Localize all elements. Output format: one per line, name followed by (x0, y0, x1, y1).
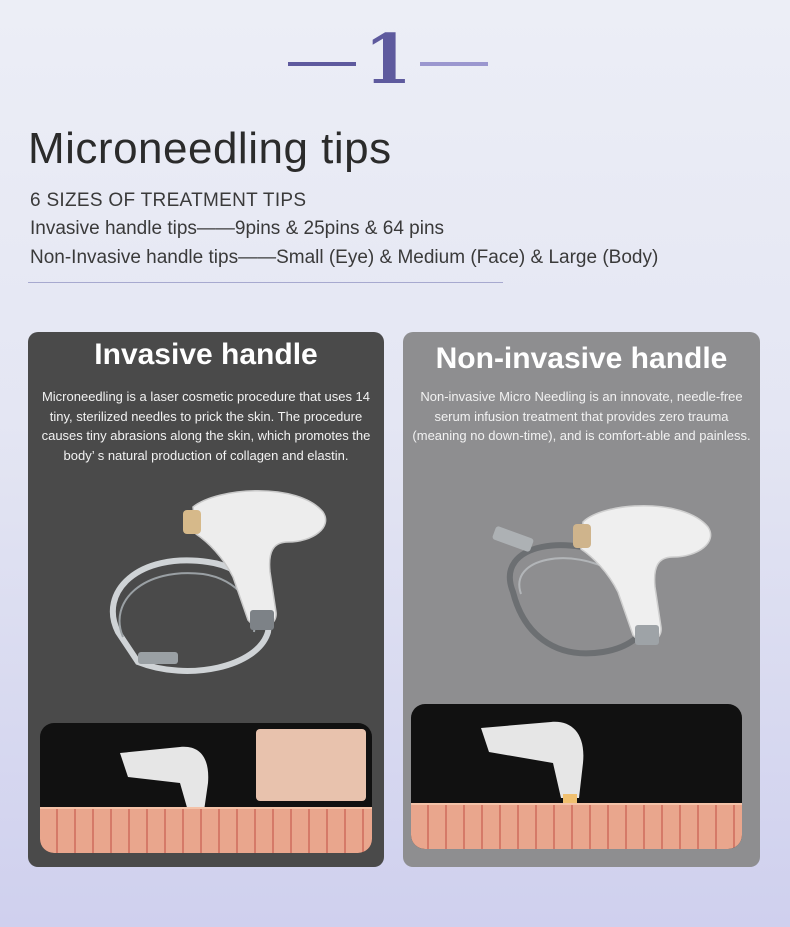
divider (28, 282, 503, 283)
page-title: Microneedling tips (28, 124, 392, 173)
handpiece-demo-icon (471, 708, 601, 808)
decorative-line-left (288, 62, 356, 66)
non-invasive-card-title: Non-invasive handle (435, 342, 728, 375)
decorative-line-right (420, 62, 488, 66)
non-invasive-handle-image (453, 502, 713, 672)
invasive-handle-card (28, 332, 384, 867)
invasive-card-description: Microneedling is a laser cosmetic procedure that uses 14 tiny, sterilized needles to prick the skin. The procedure causes tiny abrasions along the skin, which promotes the body’ s natural production of collagen and elastin. (41, 389, 371, 463)
section-number: 1 (364, 20, 412, 100)
inset-image (256, 729, 366, 801)
section-number-header (0, 22, 790, 102)
subtitle-non-invasive-tips: Non-Invasive handle tips——Small (Eye) & Medium (Face) & Large (Body) (30, 247, 659, 268)
skin-layer (40, 809, 372, 853)
subtitle-sizes: 6 SIZES OF TREATMENT TIPS (30, 190, 307, 211)
invasive-card-title: Invasive handle (94, 338, 318, 371)
non-invasive-handle-card (403, 332, 760, 867)
non-invasive-card-description: Non-invasive Micro Needling is an innovate, needle-free serum infusion treatment that provides zero trauma (meaning no down-time), and is comfort-able and painless. (412, 389, 751, 443)
subtitle-invasive-tips: Invasive handle tips——9pins & 25pins & 64 pins (30, 218, 445, 239)
invasive-treatment-illustration (40, 723, 372, 853)
invasive-handle-image (98, 482, 328, 692)
skin-layer (411, 805, 742, 849)
non-invasive-treatment-illustration (411, 704, 742, 849)
